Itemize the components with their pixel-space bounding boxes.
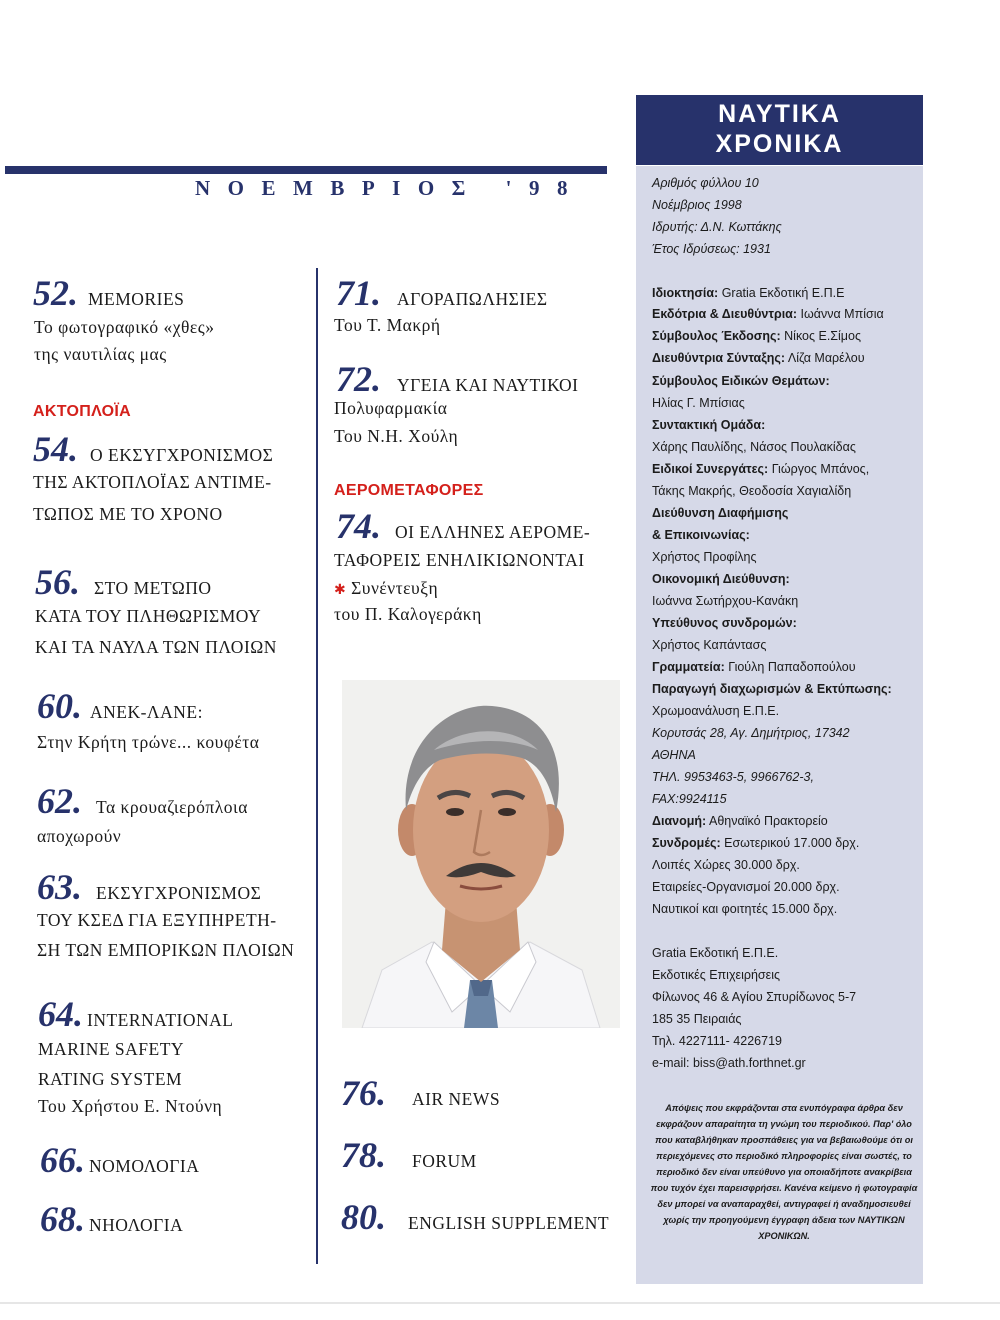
entry-line: MARINE SAFETY [38, 1039, 185, 1059]
toc-entry-68[interactable] [40, 1201, 183, 1237]
toc-entry-72[interactable] [336, 361, 578, 397]
address-line: Φίλωνος 46 & Αγίου Σπυρίδωνος 5-7 [652, 990, 857, 1004]
advertising [652, 506, 788, 520]
toc-entry-54[interactable] [33, 431, 273, 467]
special-label: Σύμβουλος Ειδικών Θεμάτων: [652, 374, 830, 388]
entry-line: της ναυτιλίας μας [34, 344, 167, 364]
entry-title: MEMORIES [88, 289, 185, 309]
contributors [652, 462, 869, 476]
header-rule [5, 166, 607, 174]
founder: Ιδρυτής: Δ.Ν. Κωττάκης [652, 220, 782, 234]
phone-line: Τηλ. 4227111- 4226719 [652, 1034, 782, 1048]
issue-date: Νοέμβριος 1998 [652, 198, 742, 212]
contrib-label: Ειδικοί Συνεργάτες: [652, 462, 769, 476]
editorial-team [652, 418, 765, 432]
entry-line: Του Ν.Η. Χούλη [334, 426, 459, 446]
special-topics [652, 374, 830, 388]
advisor-label: Σύμβουλος Έκδοσης: [652, 329, 781, 343]
special-topics-value: Ηλίας Γ. Μπίσιας [652, 396, 745, 410]
secretary-label: Γραμματεία: [652, 660, 725, 674]
secretary-value: Γιούλη Παπαδοπούλου [728, 660, 856, 674]
entry-line: ΚΑΙ ΤΑ ΝΑΥΛΑ ΤΩΝ ΠΛΟΙΩΝ [35, 637, 277, 657]
advertising-2 [652, 528, 750, 542]
advisor [652, 329, 861, 343]
page-number: 54. [33, 429, 78, 469]
entry-line: ΤΟΥ ΚΣΕΔ ΓΙΑ ΕΞΥΠΗΡΕΤΗ- [37, 910, 277, 930]
publisher-value: Ιωάννα Μπίσια [800, 307, 884, 321]
toc-entry-80[interactable] [341, 1199, 609, 1235]
toc-entry-66[interactable] [40, 1142, 199, 1178]
entry-line: ΤΑΦΟΡΕΙΣ ΕΝΗΛΙΚΙΩΝΟΝΤΑΙ [334, 550, 585, 570]
page-number: 56. [35, 562, 80, 602]
print-address: Κορυτσάς 28, Αγ. Δημήτριος, 17342 [652, 726, 850, 740]
toc-entry-62[interactable] [37, 783, 248, 819]
asterisk-icon: ✱ [334, 583, 347, 598]
entry-line: Του Τ. Μακρή [334, 315, 441, 335]
subscriptions [652, 836, 859, 850]
ads-label-2: & Επικοινωνίας: [652, 528, 750, 542]
print-phone: ΤΗΛ. 9953463-5, 9966762-3, [652, 770, 814, 784]
entry-title: ΝΟΜΟΛΟΓΙΑ [89, 1156, 200, 1176]
email-link[interactable]: e-mail: biss@ath.forthnet.gr [652, 1056, 806, 1070]
entry-line: Στην Κρήτη τρώνε... κουφέτα [37, 732, 260, 752]
subs-companies: Εταιρείες-Οργανισμοί 20.000 δρχ. [652, 880, 840, 894]
contrib-value-1: Γιώργος Μπάνος, [771, 462, 870, 476]
column-divider [316, 268, 318, 1264]
subs-mgr-label: Υπεύθυνος συνδρομών: [652, 616, 797, 630]
finance-value: Ιωάννα Σωτήρχου-Κανάκη [652, 594, 799, 608]
entry-line: ΤΗΣ ΑΚΤΟΠΛΟΪΑΣ ΑΝΤΙΜΕ- [33, 472, 272, 492]
page-number: 60. [37, 686, 82, 726]
printing [652, 682, 892, 696]
toc-entry-76[interactable] [341, 1075, 500, 1111]
entry-line: ΣΗ ΤΩΝ ΕΜΠΟΡΙΚΩΝ ΠΛΟΙΩΝ [37, 940, 295, 960]
subs-foreign: Λοιπές Χώρες 30.000 δρχ. [652, 858, 800, 872]
page-number: 80. [341, 1197, 386, 1237]
page-edge [0, 1302, 1000, 1304]
toc-entry-56[interactable] [35, 564, 211, 600]
issue-number: Αριθμός φύλλου 10 [652, 176, 759, 190]
subs-seafarers: Ναυτικοί και φοιτητές 15.000 δρχ. [652, 902, 838, 916]
page-number: 64. [38, 994, 83, 1034]
owner-label: Ιδιοκτησία: [652, 286, 719, 300]
editor-value: Λίζα Μαρέλου [787, 351, 865, 365]
disclaimer-text: Απόψεις που εκφράζονται στα ενυπόγραφα άρθρα δεν εκφράζουν απαραίτητα τη γνώμη του περιοδικού. Παρ' όλο που καταβλήθηκαν προσπάθειες για να βεβαιωθούμε ότι οι περιεχόμενες στο περιοδικό πληροφορίες είναι σωστές, το περιοδικό δεν είναι υπεύθυνο για οποιαδήποτε ανακρίβεια που τυχόν έχει παρεισφρήσει. Κανένα κείμενο ή φωτογραφία δεν μπορεί να αναπαραχθεί, αντιγραφεί ή αναδημοσιευθεί χωρίς την προηγούμενη έγγραφη άδεια των ΝΑΥΤΙΚΩΝ ΧΡΟΝΙΚΩΝ. [650, 1103, 918, 1241]
dist-label: Διανομή: [652, 814, 707, 828]
founded-year: Έτος Ιδρύσεως: 1931 [652, 242, 771, 256]
toc-entry-71[interactable] [336, 275, 548, 311]
entry-title: FORUM [412, 1151, 477, 1171]
entry-title: ΑΝΕΚ-ΛΑΝΕ: [90, 702, 203, 722]
entry-line: του Π. Καλογεράκη [334, 604, 482, 624]
entry-line: Του Χρήστου Ε. Ντούνη [38, 1096, 223, 1116]
page-number: 76. [341, 1073, 386, 1113]
entry-title: ENGLISH SUPPLEMENT [408, 1213, 610, 1233]
advertising-value: Χρήστος Προφίλης [652, 550, 757, 564]
page-number: 63. [37, 867, 82, 907]
subs-label: Συνδρομές: [652, 836, 721, 850]
publisher-label: Εκδότρια & Διευθύντρια: [652, 307, 798, 321]
ads-label-1: Διεύθυνση Διαφήμισης [652, 506, 789, 520]
entry-title: ΟΙ ΕΛΛΗΝΕΣ ΑΕΡΟΜΕ- [395, 522, 591, 542]
entry-line: ΚΑΤΑ ΤΟΥ ΠΛΗΘΩΡΙΣΜΟΥ [35, 606, 262, 626]
section-heading-aviation: ΑΕΡΟΜΕΤΑΦΟΡΕΣ [334, 482, 484, 499]
print-city: ΑΘΗΝΑ [652, 748, 696, 762]
owner-value: Gratia Εκδοτική Ε.Π.Ε [721, 286, 845, 300]
publisher [652, 307, 884, 321]
address-line: 185 35 Πειραιάς [652, 1012, 742, 1026]
subscriptions-manager-value: Χρήστος Καπάντασς [652, 638, 767, 652]
page-number: 66. [40, 1140, 85, 1180]
entry-title: ΥΓΕΙΑ ΚΑΙ ΝΑΥΤΙΚΟΙ [397, 375, 579, 395]
entry-title: ΕΚΣΥΓΧΡΟΝΙΣΜΟΣ [96, 883, 262, 903]
section-heading-coastal: ΑΚΤΟΠΛΟΪΑ [33, 403, 131, 420]
entry-title: INTERNATIONAL [87, 1010, 234, 1030]
finance [652, 572, 790, 586]
address-line: Gratia Εκδοτική Ε.Π.Ε. [652, 946, 779, 960]
portrait-photo [342, 680, 620, 1028]
entry-title: AIR NEWS [412, 1089, 501, 1109]
entry-line: αποχωρούν [37, 826, 122, 846]
print-fax: FAX:9924115 [652, 792, 727, 806]
entry-title: ΝΗΟΛΟΓΙΑ [89, 1215, 184, 1235]
entry-title: Ο ΕΚΣΥΓΧΡΟΝΙΣΜΟΣ [90, 445, 274, 465]
toc-entry-64[interactable] [38, 996, 233, 1032]
page-number: 62. [37, 781, 82, 821]
page-number: 71. [336, 273, 381, 313]
editor-label: Διευθύντρια Σύνταξης: [652, 351, 786, 365]
entry-line: Το φωτογραφικό «χθες» [34, 317, 215, 337]
page-number: 74. [336, 506, 381, 546]
entry-line: Πολυφαρμακία [334, 398, 448, 418]
owner [652, 286, 844, 300]
entry-title: Τα κρουαζιερόπλοια [96, 797, 248, 817]
secretary [652, 660, 856, 674]
distribution [652, 814, 828, 828]
print-label: Παραγωγή διαχωρισμών & Εκτύπωσης: [652, 682, 892, 696]
page-number: 68. [40, 1199, 85, 1239]
portrait-illustration [342, 680, 620, 1028]
advisor-value: Νίκος Ε.Σίμος [784, 329, 861, 343]
masthead-line-1: ΝΑΥΤΙΚΑ [718, 100, 841, 128]
editor [652, 351, 865, 365]
print-company: Χρωμοανάλυση Ε.Π.Ε. [652, 704, 780, 718]
entry-title: ΑΓΟΡΑΠΩΛΗΣΙΕΣ [397, 289, 548, 309]
finance-label: Οικονομική Διεύθυνση: [652, 572, 790, 586]
editorial-team-value: Χάρης Παυλίδης, Νάσος Πουλακίδας [652, 440, 856, 454]
dist-value: Αθηναϊκό Πρακτορείο [708, 814, 828, 828]
contributors-value: Τάκης Μακρής, Θεοδοσία Χαγιαλίδη [652, 484, 852, 498]
entry-line: RATING SYSTEM [38, 1069, 183, 1089]
issue-month: ΝΟΕΜΒΡΙΟΣ '98 [195, 176, 585, 200]
toc-entry-78[interactable] [341, 1137, 477, 1173]
entry-title: ΣΤΟ ΜΕΤΩΠΟ [94, 578, 212, 598]
subscriptions-manager [652, 616, 797, 630]
toc-entry-60[interactable] [37, 688, 203, 724]
page-number: 52. [33, 273, 78, 313]
interview-label: Συνέντευξη [351, 578, 439, 598]
page-number: 78. [341, 1135, 386, 1175]
toc-entry-63[interactable] [37, 869, 261, 905]
team-label: Συντακτική Ομάδα: [652, 418, 766, 432]
page-number: 72. [336, 359, 381, 399]
toc-entry-74[interactable] [336, 508, 590, 544]
masthead-title [636, 95, 923, 165]
masthead-line-2: ΧΡΟΝΙΚΑ [715, 130, 844, 158]
entry-line: ΤΩΠΟΣ ΜΕ ΤΟ ΧΡΟΝΟ [33, 504, 223, 524]
toc-entry-52[interactable] [33, 275, 184, 311]
address-line: Εκδοτικές Επιχειρήσεις [652, 968, 781, 982]
subs-domestic: Εσωτερικού 17.000 δρχ. [724, 836, 860, 850]
